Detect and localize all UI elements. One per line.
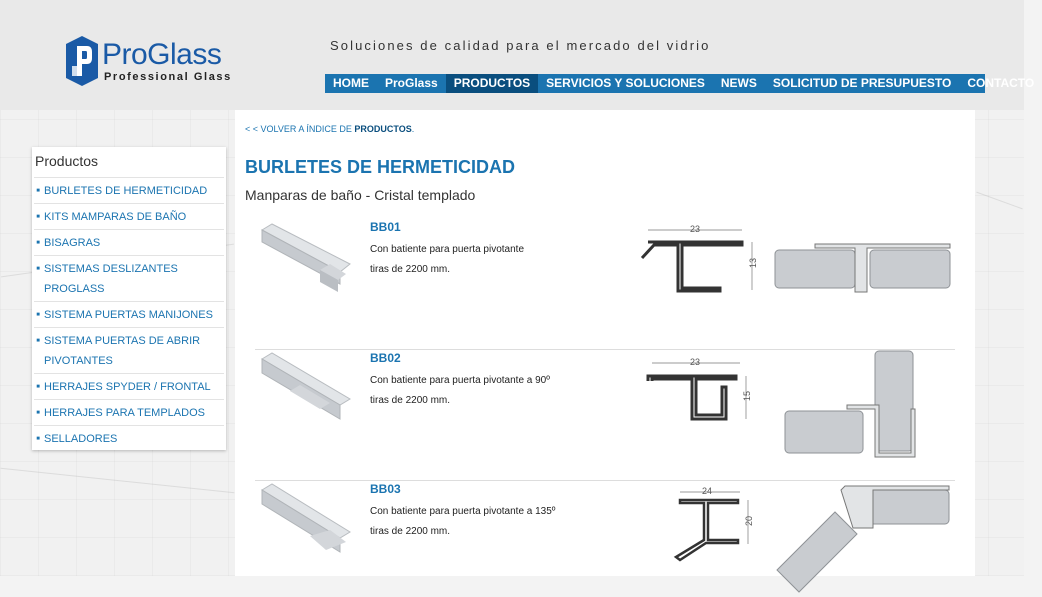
- sidebar-item-kits[interactable]: [34, 203, 224, 229]
- profile-diagram: [640, 220, 770, 300]
- sidebar-item-label: BURLETES DE HERMETICIDAD: [44, 185, 208, 197]
- sidebar-item-templados[interactable]: [34, 399, 224, 425]
- page-subtitle: Manparas de baño - Cristal templado: [245, 187, 476, 203]
- product-length: tiras de 2200 mm.: [370, 526, 451, 537]
- logo-subtitle: Professional Glass: [104, 71, 232, 83]
- sidebar-item-label: SELLADORES: [44, 433, 118, 445]
- nav-proglass[interactable]: ProGlass: [385, 76, 438, 90]
- sidebar-item-label: SISTEMA PUERTAS MANIJONES: [44, 309, 213, 321]
- product-description: Con batiente para puerta pivotante: [370, 244, 524, 255]
- back-to-index-link[interactable]: < < VOLVER A ÍNDICE DE PRODUCTOS.: [245, 124, 415, 134]
- divider: [255, 480, 955, 481]
- assembly-diagram: [775, 482, 955, 597]
- nav-news[interactable]: NEWS: [720, 76, 757, 90]
- dim-height: 13: [748, 257, 758, 268]
- proglass-logo-icon: [66, 36, 98, 86]
- sidebar-item-label: SISTEMAS DESLIZANTES PROGLASS: [44, 263, 178, 295]
- product-description: Con batiente para puerta pivotante a 90º: [370, 375, 550, 386]
- product-photo[interactable]: [260, 482, 350, 562]
- sidebar-item-label: BISAGRAS: [44, 237, 101, 249]
- sidebar-item-selladores[interactable]: [34, 425, 224, 451]
- nav-home[interactable]: HOME: [333, 76, 369, 90]
- nav-servicios[interactable]: SERVICIOS Y SOLUCIONES: [546, 76, 705, 90]
- sidebar-item-bisagras[interactable]: [34, 229, 224, 255]
- sidebar-item-label: KITS MAMPARAS DE BAÑO: [44, 211, 187, 223]
- product-code: BB01: [370, 220, 401, 234]
- bullet-icon: ■: [36, 436, 40, 442]
- nav-presupuesto[interactable]: SOLICITUD DE PRESUPUESTO: [772, 76, 952, 90]
- bullet-icon: ■: [36, 188, 40, 194]
- logo-wordmark: ProGlass: [102, 38, 222, 71]
- sidebar-title: Productos: [35, 153, 99, 169]
- product-length: tiras de 2200 mm.: [370, 395, 451, 406]
- bullet-icon: ■: [36, 240, 40, 246]
- sidebar-item-manijones[interactable]: [34, 301, 224, 327]
- bullet-icon: ■: [36, 338, 40, 344]
- dim-width: 24: [702, 486, 713, 496]
- product-photo[interactable]: [260, 351, 350, 431]
- sidebar-item-pivotantes[interactable]: [34, 327, 224, 373]
- sidebar-item-burletes[interactable]: [34, 177, 224, 203]
- sidebar-item-deslizantes[interactable]: [34, 255, 224, 301]
- logo[interactable]: [66, 36, 241, 86]
- page-title: BURLETES DE HERMETICIDAD: [245, 157, 516, 177]
- divider: [255, 349, 955, 350]
- site-header: [0, 0, 1035, 110]
- product-sidebar: [32, 147, 226, 450]
- product-length: tiras de 2200 mm.: [370, 264, 451, 275]
- sidebar-item-label: SISTEMA PUERTAS DE ABRIR PIVOTANTES: [44, 335, 201, 367]
- sidebar-item-label: HERRAJES PARA TEMPLADOS: [44, 407, 205, 419]
- sidebar-item-label: HERRAJES SPYDER / FRONTAL: [44, 381, 211, 393]
- assembly-diagram: [775, 220, 955, 335]
- sidebar-item-spyder[interactable]: [34, 373, 224, 399]
- product-row: [255, 351, 955, 481]
- dim-width: 23: [690, 224, 701, 234]
- nav-contacto[interactable]: CONTACTO: [967, 76, 1035, 90]
- main-nav: [325, 74, 1035, 93]
- bullet-icon: ■: [36, 410, 40, 416]
- main-content: [235, 110, 975, 576]
- nav-productos[interactable]: PRODUCTOS: [446, 74, 538, 93]
- bullet-icon: ■: [36, 214, 40, 220]
- dim-width: 23: [690, 357, 701, 367]
- product-code: BB03: [370, 482, 401, 496]
- product-row: [255, 482, 955, 576]
- bullet-icon: ■: [36, 384, 40, 390]
- product-code: BB02: [370, 351, 401, 365]
- bullet-icon: ■: [36, 312, 40, 318]
- product-photo[interactable]: [260, 220, 350, 300]
- product-row: [255, 220, 955, 350]
- product-description: Con batiente para puerta pivotante a 135º: [370, 506, 556, 517]
- dim-height: 20: [744, 515, 754, 526]
- profile-diagram: [640, 351, 770, 431]
- bullet-icon: ■: [36, 266, 40, 272]
- profile-diagram: [640, 482, 770, 562]
- assembly-diagram: [775, 351, 955, 466]
- dim-height: 15: [742, 390, 752, 401]
- tagline: Soluciones de calidad para el mercado del vidrio: [330, 38, 711, 53]
